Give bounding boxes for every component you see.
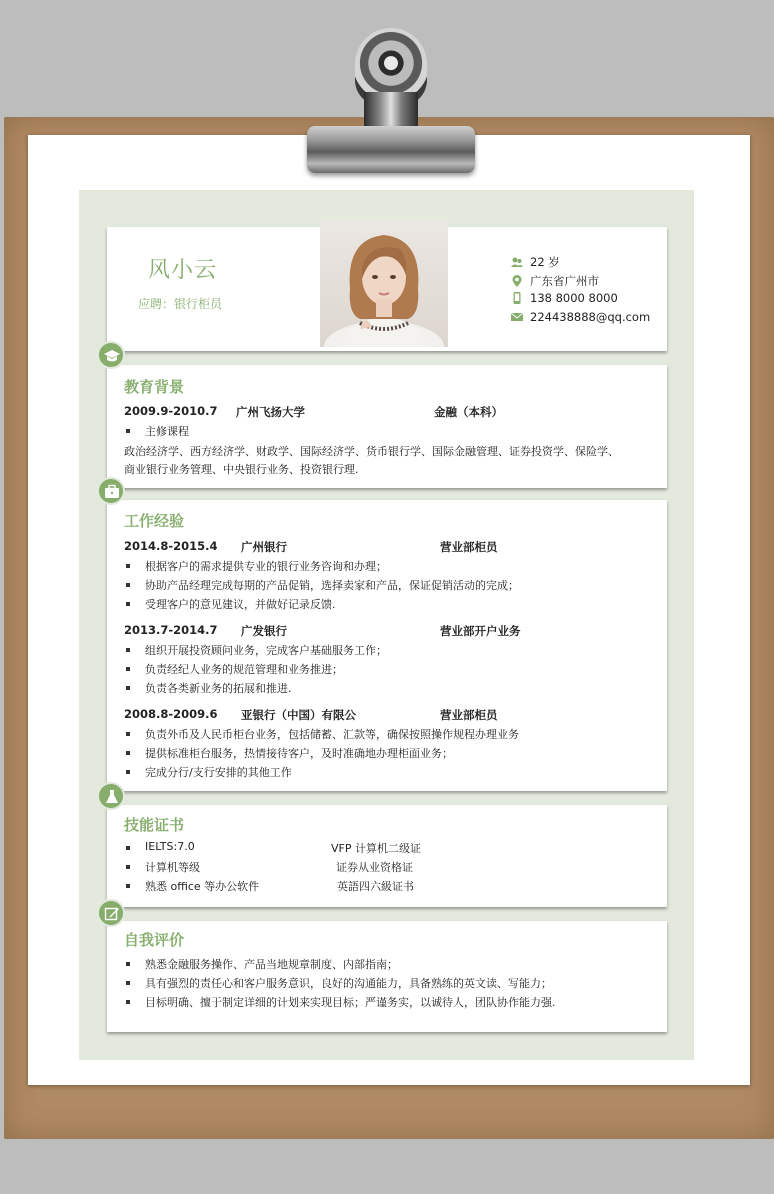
age-text: 22 岁	[530, 255, 560, 269]
job-company: 广州银行	[241, 540, 287, 554]
job-role: 营业部柜员	[440, 708, 498, 722]
job-duty: 负责外币及人民币柜台业务，包括储蓄、汇款等，确保按照操作规程办理业务	[145, 728, 519, 741]
skills-title: 技能证书	[124, 816, 185, 834]
edit-icon	[97, 899, 125, 927]
contact-phone	[511, 291, 618, 305]
briefcase-icon	[97, 477, 125, 505]
job-period: 2013.7-2014.7	[124, 623, 218, 637]
job-company: 亚银行（中国）有限公	[241, 708, 356, 722]
job-duty: 提供标准柜台服务，热情接待客户，及时准确地办理柜面业务；	[145, 747, 453, 760]
skill-left: IELTS:7.0	[145, 840, 195, 853]
skill-left: 熟悉 office 等办公软件	[145, 880, 260, 893]
location-text: 广东省广州市	[530, 274, 599, 288]
flask-icon	[97, 782, 125, 810]
phone-icon	[511, 292, 523, 304]
contact-email	[511, 310, 650, 324]
education-period: 2009.9-2010.7	[124, 404, 218, 418]
bullet	[126, 732, 130, 736]
skill-right: 英語四六級证书	[337, 880, 414, 893]
profile-photo	[320, 219, 448, 347]
skill-left: 计算机等级	[145, 861, 200, 874]
contact-age	[511, 254, 560, 270]
education-title: 教育背景	[124, 378, 185, 396]
bullet	[126, 1000, 130, 1004]
courses-label: 主修课程	[145, 425, 189, 438]
mail-icon	[511, 311, 523, 323]
work-title: 工作经验	[124, 512, 185, 530]
bullet	[126, 602, 130, 606]
bullet	[126, 583, 130, 587]
skill-right: VFP 计算机二级证	[331, 842, 421, 855]
location-pin-icon	[511, 275, 523, 287]
job-period: 2014.8-2015.4	[124, 539, 218, 553]
job-duty: 根据客户的需求提供专业的银行业务咨询和办理；	[145, 560, 387, 573]
bullet	[126, 981, 130, 985]
bullet	[126, 564, 130, 568]
binder-clip-icon	[307, 126, 475, 173]
bullet	[126, 865, 130, 869]
candidate-name: 风小云	[148, 258, 218, 283]
job-duty: 协助产品经理完成每期的产品促销，选择卖家和产品，保证促销活动的完成；	[145, 579, 519, 592]
bullet	[126, 962, 130, 966]
bullet	[126, 648, 130, 652]
self-item: 具有强烈的责任心和客户服务意识，良好的沟通能力，具备熟练的英文读、写能力；	[145, 977, 552, 990]
portrait-illustration	[320, 219, 448, 347]
job-duty: 负责各类新业务的拓展和推进.	[145, 682, 292, 695]
user-icon	[511, 256, 523, 268]
self-item: 熟悉金融服务操作、产品当地规章制度、内部指南；	[145, 958, 398, 971]
job-role: 营业部柜员	[440, 540, 498, 554]
job-duty: 组织开展投资顾问业务，完成客户基础服务工作；	[145, 644, 387, 657]
skill-right: 证券从业资格证	[336, 861, 413, 874]
graduation-cap-icon	[97, 341, 125, 369]
self-item: 目标明确、擅于制定详细的计划来实现目标；严谨务实，以诚待人，团队协作能力强.	[145, 996, 556, 1009]
job-role: 营业部开户业务	[440, 624, 521, 638]
bullet	[126, 667, 130, 671]
job-duty: 完成分行/支行安排的其他工作	[145, 766, 292, 779]
applied-position: 应聘：银行柜员	[138, 297, 223, 311]
courses-line-1: 政治经济学、西方经济学、财政学、国际经济学、货币银行学、国际金融管理、证券投资学、保险学、	[124, 445, 619, 458]
bullet	[126, 429, 130, 433]
bullet	[126, 846, 130, 850]
contact-location	[511, 273, 599, 289]
bullet	[126, 770, 130, 774]
bullet	[126, 751, 130, 755]
email-text: 224438888@qq.com	[530, 310, 651, 324]
job-duty: 负责经纪人业务的规范管理和业务推进；	[145, 663, 343, 676]
phone-text: 138 8000 8000	[530, 291, 618, 305]
education-degree: 金融（本科）	[434, 405, 503, 419]
job-duty: 受理客户的意见建议，并做好记录反馈.	[145, 598, 336, 611]
job-period: 2008.8-2009.6	[124, 707, 218, 721]
bullet	[126, 686, 130, 690]
job-company: 广发银行	[241, 624, 287, 638]
bullet	[126, 884, 130, 888]
education-school: 广州飞扬大学	[236, 405, 305, 419]
self-evaluation-title: 自我评价	[124, 931, 185, 949]
courses-line-2: 商业银行业务管理、中央银行业务、投资银行理.	[124, 463, 359, 476]
